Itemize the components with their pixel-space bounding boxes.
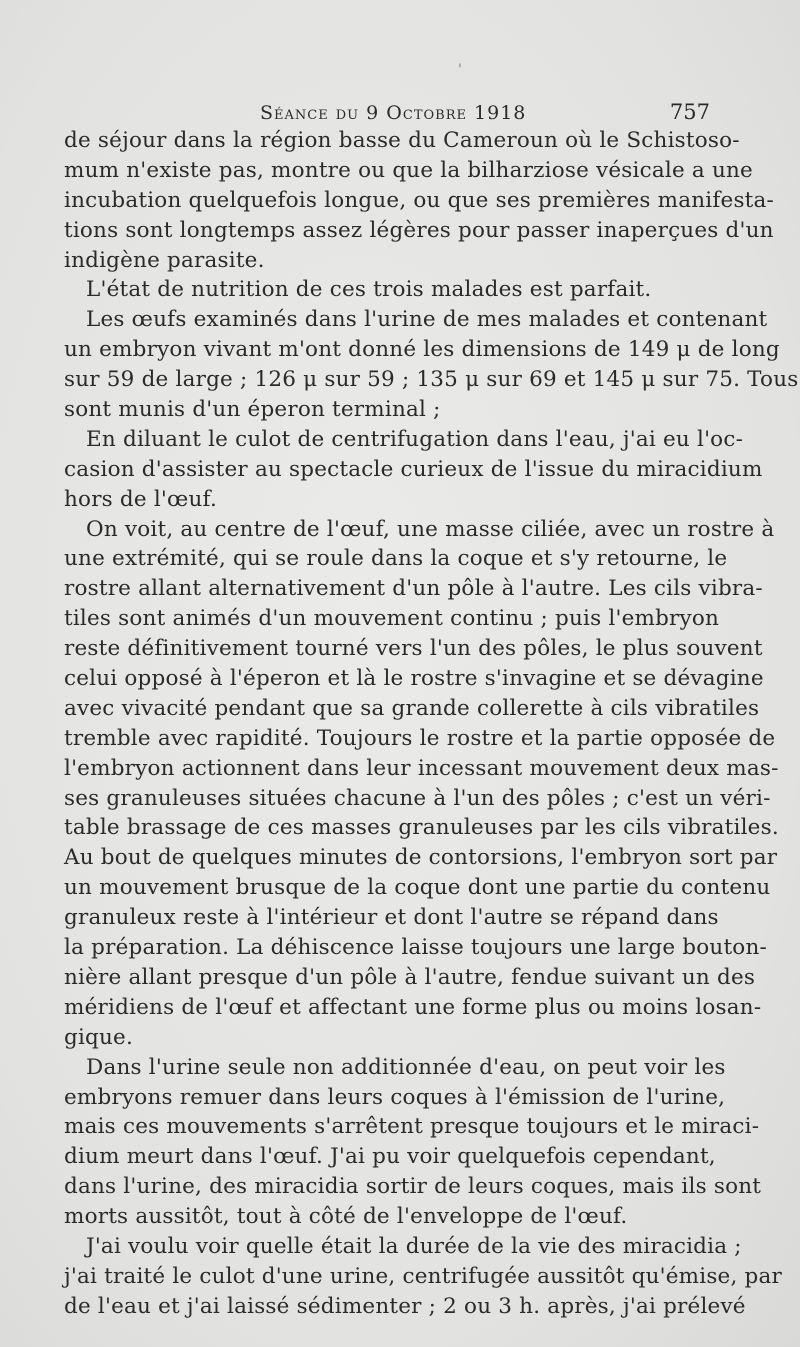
text-line: Dans l'urine seule non additionnée d'eau, on peut voir les — [86, 1054, 726, 1080]
text-line: table brassage de ces masses granuleuses par les cils vibratiles. — [64, 815, 779, 841]
text-line: celui opposé à l'éperon et là le rostre s'invagine et se dévagine — [64, 666, 764, 692]
text-line: j'ai traité le culot d'une urine, centrifugée aussitôt qu'émise, par — [64, 1263, 783, 1289]
ink-speck: ' — [458, 62, 462, 78]
text-line: l'embryon actionnent dans leur incessant mouvement deux mas- — [64, 755, 779, 781]
text-line: de l'eau et j'ai laissé sédimenter ; 2 ou 3 h. après, j'ai prélevé — [64, 1293, 746, 1319]
text-line: un embryon vivant m'ont donné les dimensions de 149 μ de long — [64, 337, 780, 363]
text-line: casion d'assister au spectacle curieux de l'issue du miracidium — [64, 456, 763, 482]
text-line: hors de l'œuf. — [64, 486, 217, 512]
text-line: la préparation. La déhiscence laisse toujours une large bouton- — [64, 935, 767, 961]
text-line: sont munis d'un éperon terminal ; — [64, 397, 441, 423]
text-line: embryons remuer dans leurs coques à l'émission de l'urine, — [64, 1084, 726, 1110]
text-line: un mouvement brusque de la coque dont une partie du contenu — [64, 875, 771, 901]
page-number: 757 — [669, 100, 710, 124]
text-line: incubation quelquefois longue, ou que ses premières manifesta- — [64, 187, 774, 213]
text-line: de séjour dans la région basse du Cameroun où le Schistoso- — [64, 128, 740, 153]
text-line: reste définitivement tourné vers l'un des pôles, le plus souvent — [64, 636, 763, 662]
text-line: dans l'urine, des miracidia sortir de leurs coques, mais ils sont — [64, 1174, 762, 1200]
body-text — [64, 126, 799, 1322]
text-line: dium meurt dans l'œuf. J'ai pu voir quelquefois cependant, — [64, 1144, 716, 1170]
text-line: On voit, au centre de l'œuf, une masse ciliée, avec un rostre à — [86, 516, 775, 542]
text-line: Les œufs examinés dans l'urine de mes malades et contenant — [86, 307, 768, 333]
text-line: rostre allant alternativement d'un pôle à l'autre. Les cils vibra- — [64, 576, 763, 602]
text-line: Au bout de quelques minutes de contorsions, l'embryon sort par — [64, 845, 778, 871]
page-header — [60, 96, 710, 130]
text-line: tions sont longtemps assez légères pour passer inaperçues d'un — [64, 217, 774, 243]
text-line: méridiens de l'œuf et affectant une forme plus ou moins losan- — [64, 994, 762, 1020]
text-line: mais ces mouvements s'arrêtent presque toujours et le miraci- — [64, 1114, 760, 1140]
text-line: nière allant presque d'un pôle à l'autre, fendue suivant un des — [64, 964, 756, 990]
text-line: En diluant le culot de centrifugation dans l'eau, j'ai eu l'oc- — [86, 426, 744, 452]
text-line: gique. — [64, 1024, 134, 1050]
text-line: indigène parasite. — [64, 247, 265, 273]
text-line: avec vivacité pendant que sa grande collerette à cils vibratiles — [64, 695, 760, 721]
text-line: une extrémité, qui se roule dans la coque et s'y retourne, le — [64, 546, 728, 572]
text-line: morts aussitôt, tout à côté de l'enveloppe de l'œuf. — [64, 1204, 628, 1230]
text-line: ses granuleuses situées chacune à l'un des pôles ; c'est un véri- — [64, 785, 771, 811]
text-line: sur 59 de large ; 126 μ sur 59 ; 135 μ sur 69 et 145 μ sur 75. Tous — [64, 367, 799, 393]
text-line: L'état de nutrition de ces trois malades est parfait. — [86, 277, 652, 303]
text-line: tiles sont animés d'un mouvement continu ; puis l'embryon — [64, 606, 720, 632]
text-line: tremble avec rapidité. Toujours le rostre et la partie opposée de — [64, 725, 776, 751]
text-line: mum n'existe pas, montre ou que la bilharziose vésicale a une — [64, 157, 753, 183]
text-line: J'ai voulu voir quelle était la durée de la vie des miracidia ; — [86, 1233, 742, 1259]
text-line: granuleux reste à l'intérieur et dont l'autre se répand dans — [64, 905, 719, 931]
running-title: Séance du 9 Octobre 1918 — [260, 102, 527, 124]
